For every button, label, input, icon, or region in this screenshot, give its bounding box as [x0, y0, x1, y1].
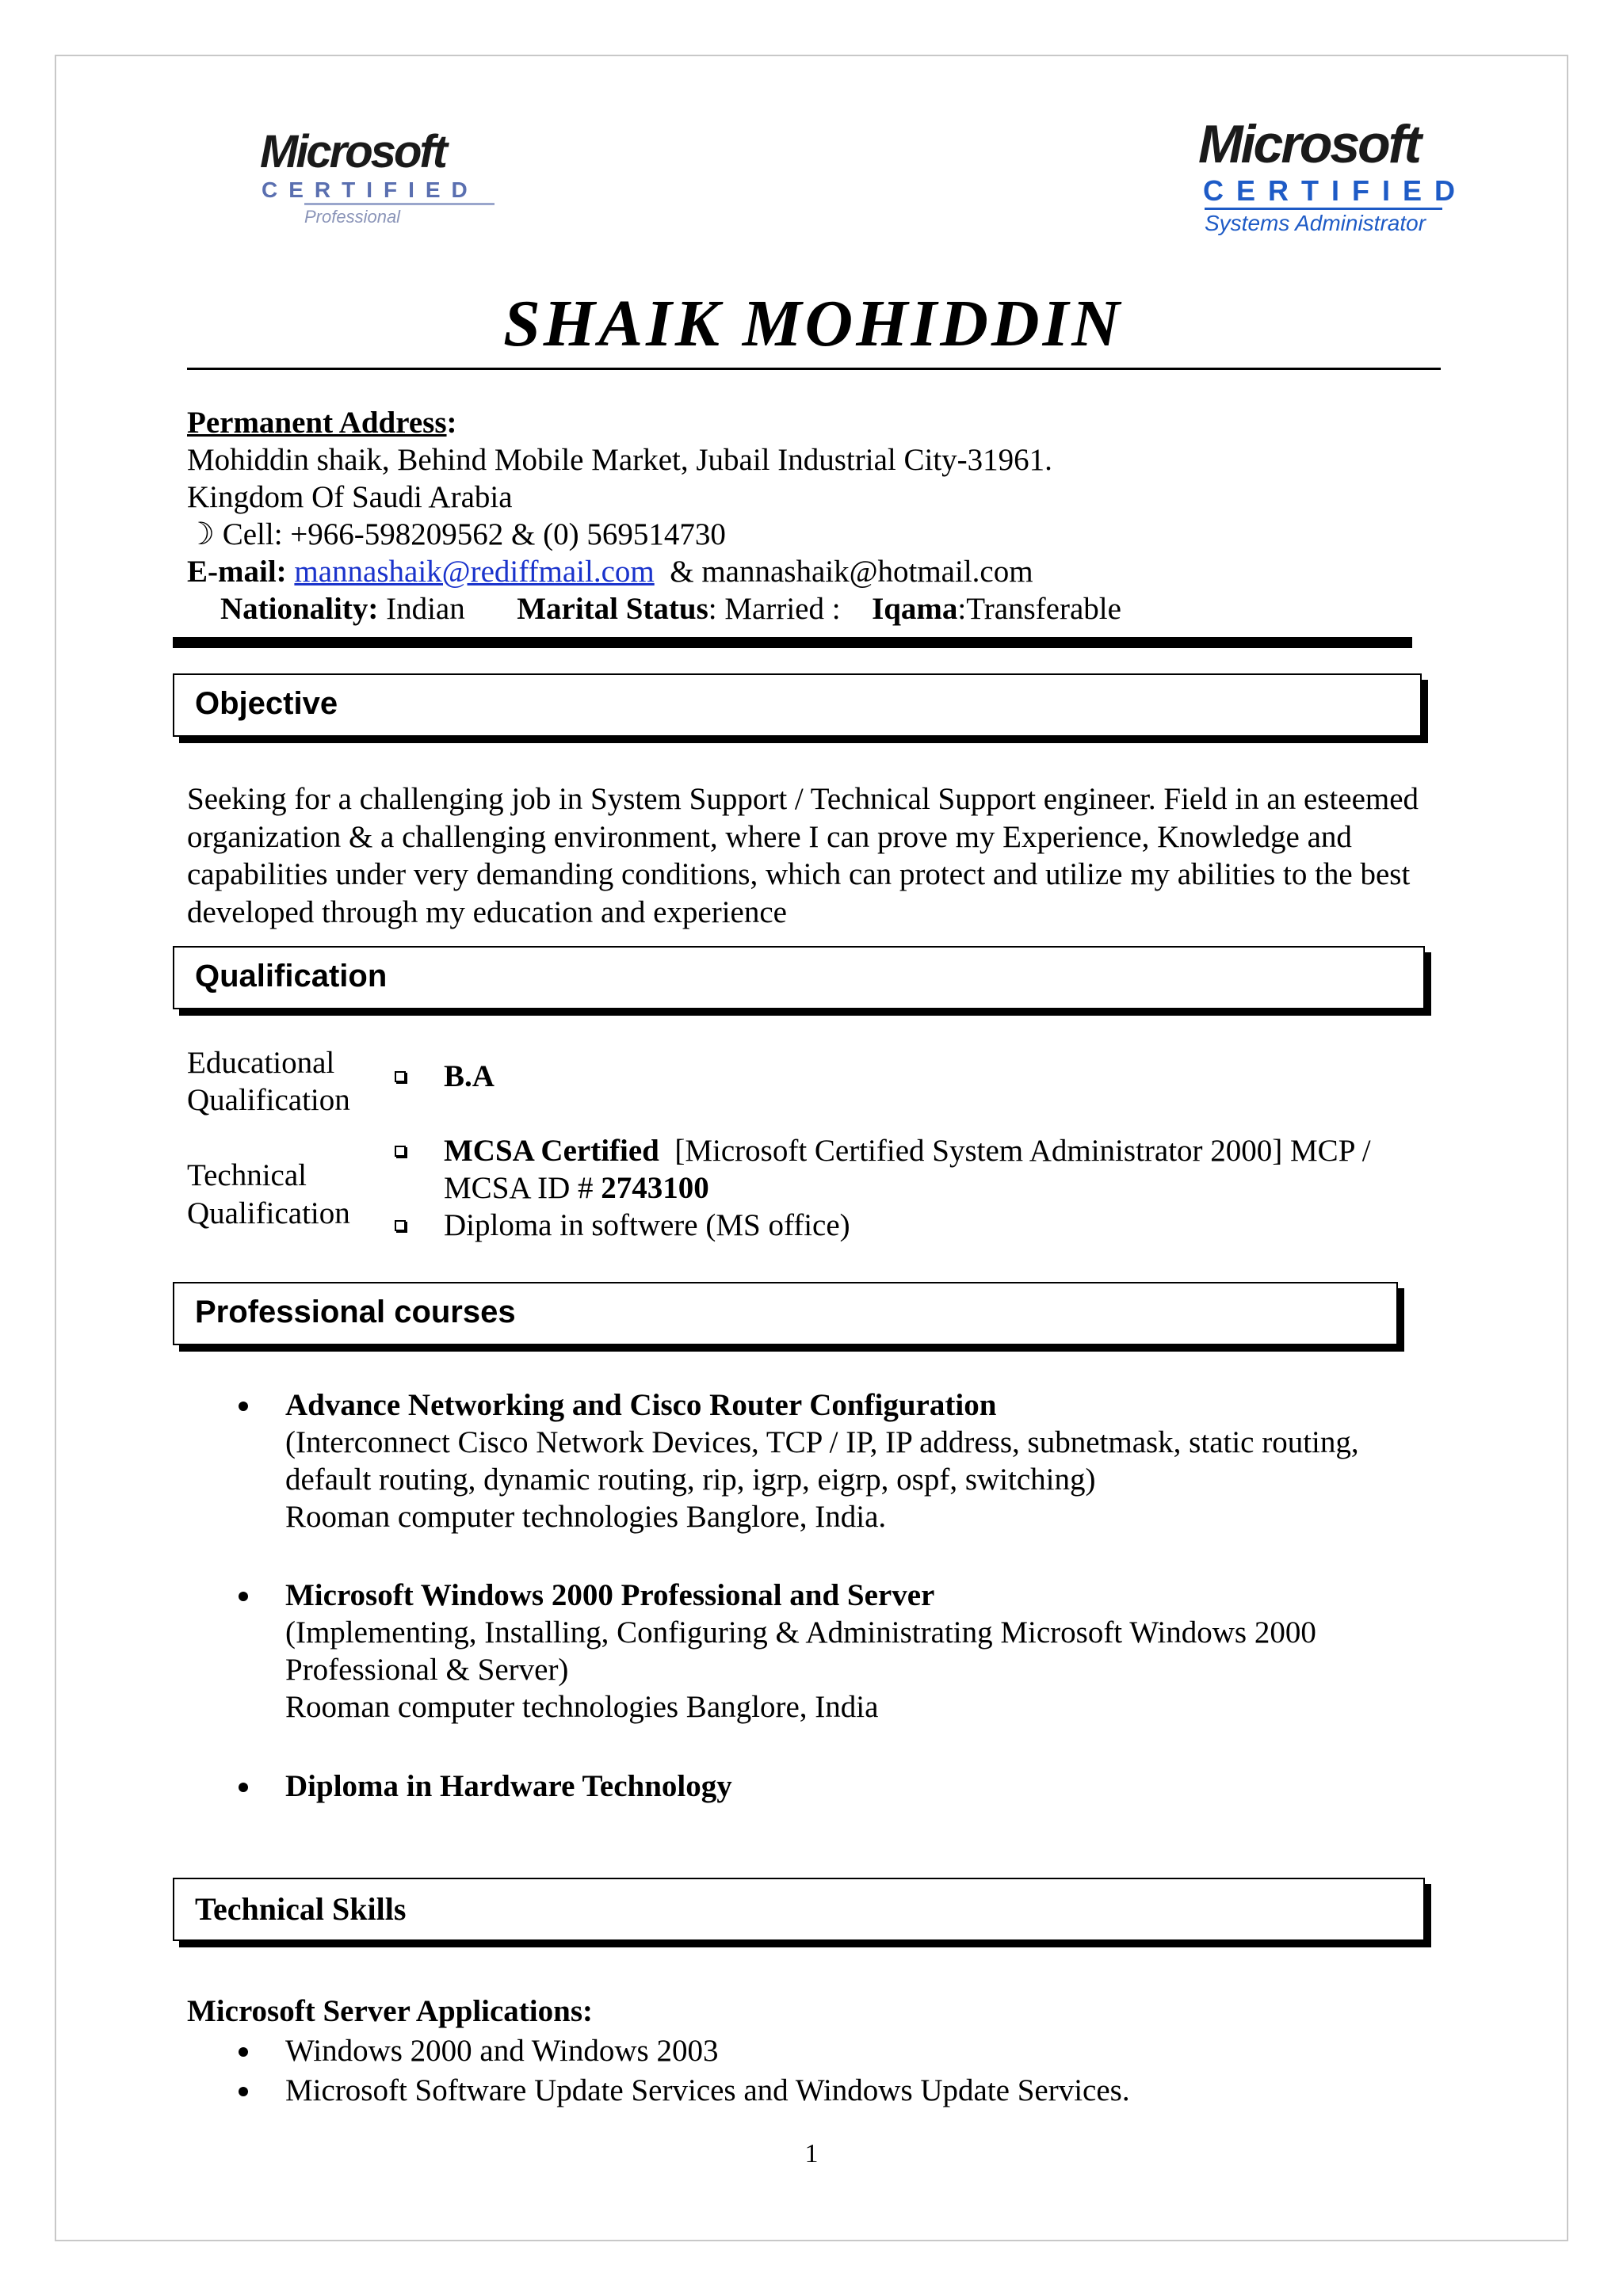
logo-level: Professional: [304, 203, 495, 229]
contact-divider: [173, 637, 1412, 648]
objective-text: Seeking for a challenging job in System Support / Technical Support engineer. Field in an esteemed organization & a challenging environment, where I can prove my Experience, Knowledge and capabilities under very demanding conditions, which can protect and utilize my abilities to the best developed through my education and experience: [187, 782, 1419, 929]
tech-label-line-2: Qualification: [187, 1196, 350, 1230]
mcsa-id: 2743100: [601, 1171, 709, 1205]
logo-certified: CERTIFIED: [1203, 174, 1468, 207]
candidate-name: SHAIK MOHIDDIN: [503, 287, 1123, 360]
skill-item: Windows 2000 and Windows 2003: [285, 2034, 719, 2068]
email-label: E-mail:: [187, 555, 287, 589]
mcsa-title: MCSA Certified: [444, 1134, 659, 1168]
page-number: 1: [804, 2139, 819, 2168]
bullet-icon: [239, 1402, 248, 1411]
address-colon: :: [446, 406, 457, 440]
edu-value: B.A: [444, 1059, 495, 1093]
mcsa-logo: [1198, 114, 1468, 237]
section-title: Technical Skills: [195, 1891, 407, 1927]
mcsa-description: [Microsoft Certified System Administrator 2000] MCP /: [674, 1134, 1371, 1168]
square-bullet-icon: [395, 1071, 406, 1082]
phone-icon: ☽: [187, 517, 215, 551]
section-qualification: [173, 946, 1425, 1009]
square-bullet-icon: [395, 1146, 406, 1157]
skill-item: Microsoft Software Update Services and Windows Update Services.: [285, 2073, 1130, 2107]
edu-label-line-1: Educational: [187, 1046, 335, 1080]
nationality-value: Indian: [386, 592, 465, 626]
phone-line: [187, 516, 726, 553]
section-title: Objective: [195, 686, 338, 721]
section-objective: [173, 673, 1422, 737]
marital-label: Marital Status: [517, 592, 708, 626]
course-detail: default routing, dynamic routing, rip, igrp, eigrp, ospf, switching): [285, 1463, 1096, 1497]
iqama-label: Iqama: [872, 592, 958, 626]
section-professional-courses: [173, 1282, 1398, 1345]
address-label: Permanent Address: [187, 406, 447, 440]
address-line-1: Mohiddin shaik, Behind Mobile Market, Jubail Industrial City-31961.: [187, 443, 1052, 477]
tech-label-line-1: Technical: [187, 1158, 307, 1192]
skills-heading: Microsoft Server Applications:: [187, 1994, 593, 2028]
nationality-label: Nationality:: [220, 592, 379, 626]
email-separator: &: [670, 555, 694, 589]
section-title: Professional courses: [195, 1295, 516, 1329]
email-hotmail: mannashaik@hotmail.com: [701, 555, 1033, 589]
square-bullet-icon: [395, 1220, 406, 1231]
bullet-icon: [239, 2047, 248, 2057]
bullet-icon: [239, 2087, 248, 2096]
mcp-logo: [260, 126, 479, 229]
course-detail: Rooman computer technologies Banglore, India: [285, 1690, 879, 1724]
course-detail: (Interconnect Cisco Network Devices, TCP / IP, IP address, subnetmask, static routing,: [285, 1425, 1359, 1459]
logo-brand: Microsoft: [1198, 114, 1419, 174]
section-technical-skills: [173, 1878, 1425, 1941]
course-detail: (Implementing, Installing, Configuring & Administrating Microsoft Windows 2000: [285, 1615, 1316, 1650]
mcsa-line: [444, 1132, 1371, 1169]
email-line: [187, 553, 1033, 590]
phone-number: Cell: +966-598209562 & (0) 569514730: [222, 517, 726, 551]
personal-details-line: [220, 590, 1121, 627]
email-link-rediffmail[interactable]: mannashaik@rediffmail.com: [294, 555, 655, 589]
course-detail: Professional & Server): [285, 1653, 569, 1687]
course-detail: Rooman computer technologies Banglore, India.: [285, 1500, 887, 1534]
course-title: Diploma in Hardware Technology: [285, 1769, 732, 1803]
course-title: Advance Networking and Cisco Router Configuration: [285, 1388, 997, 1422]
section-title: Qualification: [195, 959, 388, 994]
bullet-icon: [239, 1783, 248, 1792]
iqama-value: :Transferable: [957, 592, 1121, 626]
mcsa-id-prefix: MCSA ID #: [444, 1171, 594, 1205]
name-divider: [187, 368, 1441, 370]
logo-level: Systems Administrator: [1205, 208, 1442, 237]
edu-label-line-2: Qualification: [187, 1083, 350, 1117]
mcsa-id-line: [444, 1169, 709, 1207]
course-title: Microsoft Windows 2000 Professional and Server: [285, 1578, 935, 1612]
address-heading: [187, 404, 457, 441]
address-line-2: Kingdom Of Saudi Arabia: [187, 480, 513, 514]
bullet-icon: [239, 1592, 248, 1601]
diploma-line: Diploma in softwere (MS office): [444, 1208, 850, 1242]
marital-value: : Married :: [708, 592, 841, 626]
logo-certified: CERTIFIED: [262, 177, 479, 202]
logo-brand: Microsoft: [260, 126, 445, 177]
